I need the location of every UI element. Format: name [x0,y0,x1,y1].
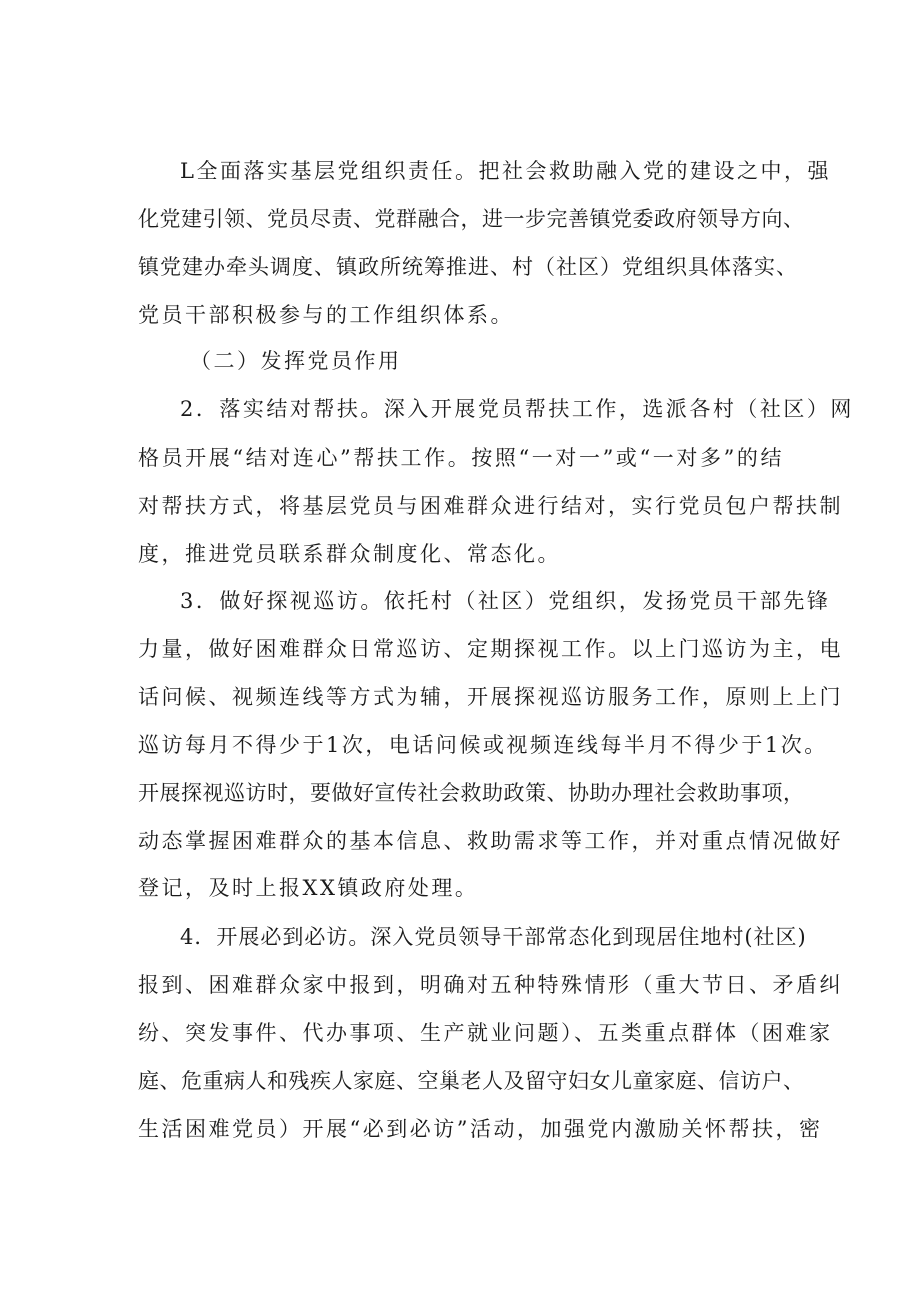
paragraph-line: 登记，及时上报XX镇政府处理。 [138,876,479,900]
paragraph-line: 力量，做好困难群众日常巡访、定期探视工作。以上门巡访为主，电 [138,637,843,661]
section-heading: （二）发挥党员作用 [190,349,402,373]
paragraph-line: 对帮扶方式，将基层党员与困难群众进行结对，实行党员包户帮扶制 [138,494,843,518]
paragraph-line: 2．落实结对帮扶。深入开展党员帮扶工作，选派各村（社区）网 [180,397,854,421]
paragraph-line: 开展探视巡访时，要做好宣传社会救助政策、协助办理社会救助事项， [138,781,805,805]
paragraph-line: 镇党建办牵头调度、镇政所统筹推进、村（社区）党组织具体落实、 [138,255,798,279]
paragraph-line: 巡访每月不得少于1次，电话问候或视频连线每半月不得少于1次。 [138,733,828,757]
paragraph-line: 庭、危重病人和残疾人家庭、空巢老人及留守妇女儿童家庭、信访户、 [138,1069,805,1093]
paragraph-line: 化党建引领、党员尽责、党群融合，进一步完善镇党委政府领导方向、 [138,207,805,231]
paragraph-line: L全面落实基层党组织责任。把社会救助融入党的建设之中，强 [180,159,831,183]
paragraph-line: 动态掌握困难群众的基本信息、救助需求等工作，并对重点情况做好 [138,829,843,853]
paragraph-line: 报到、困难群众家中报到，明确对五种特殊情形（重大节日、矛盾纠 [138,973,843,997]
paragraph-line: 4．开展必到必访。深入党员领导干部常态化到现居住地村(社区) [180,925,807,949]
paragraph-line: 党员干部积极参与的工作组织体系。 [138,303,514,327]
paragraph-line: 生活困难党员）开展“必到必访”活动，加强党内激励关怀帮扶，密 [138,1117,823,1141]
paragraph-line: 纷、突发事件、代办事项、生产就业问题）、五类重点群体（困难家 [138,1021,833,1045]
paragraph-line: 话问候、视频连线等方式为辅，开展探视巡访服务工作，原则上上门 [138,685,843,709]
paragraph-line: 3．做好探视巡访。依托村（社区）党组织，发扬党员干部先锋 [180,589,831,613]
paragraph-line: 度，推进党员联系群众制度化、常态化。 [138,542,561,566]
paragraph-line: 格员开展“结对连心”帮扶工作。按照“一对一”或“一对多”的结 [138,446,784,470]
